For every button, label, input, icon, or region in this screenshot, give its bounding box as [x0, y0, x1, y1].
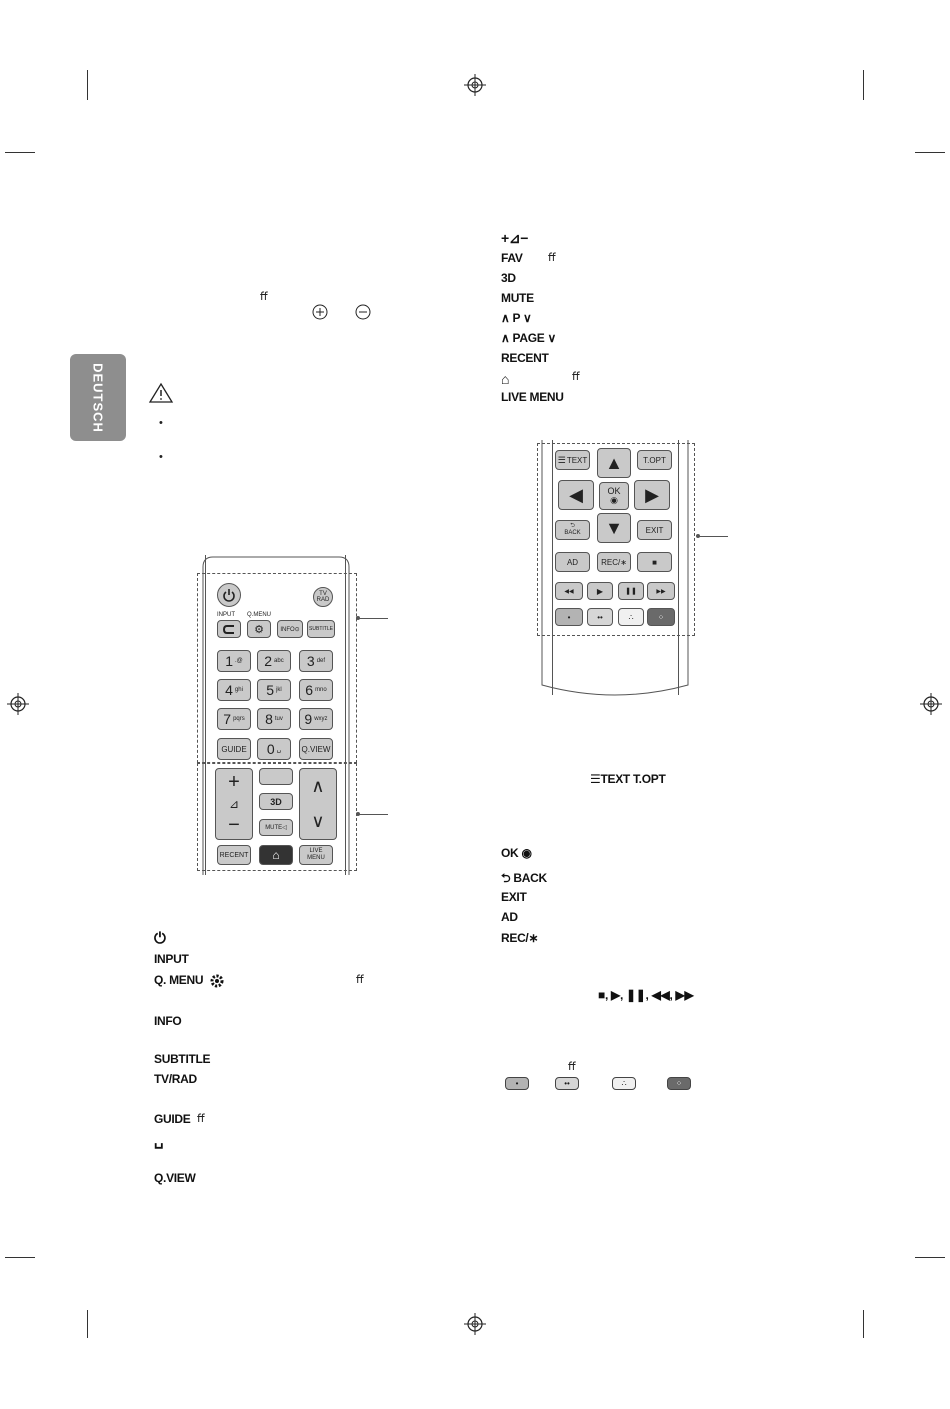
power-button[interactable] [217, 583, 241, 607]
color-key-yellow: ∴ [612, 1077, 636, 1090]
plus-icon: + [228, 770, 240, 793]
input-caption: INPUT [217, 612, 235, 618]
arrow-left-button[interactable] [558, 480, 594, 510]
guide-button[interactable]: GUIDE [217, 738, 251, 760]
input-label: INPUT [154, 952, 189, 966]
ligature-ff: ﬀ [548, 252, 556, 264]
info-label: INFO [154, 1014, 182, 1028]
home-label: ⌂ [501, 371, 510, 387]
leader-dot [696, 534, 700, 538]
channel-rocker[interactable] [299, 768, 337, 840]
recent-button[interactable]: RECENT [217, 845, 251, 865]
crop-mark [87, 1310, 88, 1338]
text-button[interactable]: ☰ TEXT [555, 450, 590, 470]
teletext-icon: ☰ [557, 454, 566, 465]
minus-circle-icon [355, 304, 371, 320]
fav-label: FAV [501, 251, 523, 265]
fast-forward-button[interactable]: ▶▶ [647, 582, 675, 600]
mute-button[interactable]: MUTE◁ [259, 819, 293, 836]
live-menu-button[interactable]: LIVE MENU [299, 845, 333, 865]
registration-mark-icon [920, 693, 942, 715]
leader-dot [356, 812, 360, 816]
arrow-left-icon: ◀ [569, 484, 583, 505]
fav-button[interactable] [259, 768, 293, 785]
text-topt-label: ☰TEXT T.OPT [590, 772, 666, 786]
registration-mark-icon [464, 1313, 486, 1335]
crop-mark [863, 1310, 864, 1338]
crop-mark [5, 1257, 35, 1258]
caution-bullet: • [159, 417, 163, 429]
registration-mark-icon [7, 693, 29, 715]
power-icon [222, 588, 236, 602]
arrow-up-icon: ▲ [605, 452, 623, 473]
number-key-1[interactable]: 1 .@ [217, 650, 251, 672]
remote-illustration-lower [530, 440, 730, 710]
input-icon [223, 625, 235, 634]
back-icon: ⮌ [570, 523, 575, 529]
arrow-right-icon: ▶ [645, 484, 659, 505]
arrow-down-button[interactable] [597, 513, 631, 543]
leader-line [358, 814, 388, 815]
ligature-ff: ﬀ [260, 291, 268, 303]
pause-button[interactable]: ❚❚ [618, 582, 644, 600]
topt-button[interactable]: T.OPT [637, 450, 672, 470]
info-button[interactable]: INFO⊙ [277, 620, 303, 638]
teletext-icon: ☰ [590, 772, 601, 786]
tv-rad-button[interactable]: TV RAD [313, 587, 333, 607]
volume-label: +⊿− [501, 230, 529, 246]
language-tab-label: DEUTSCH [90, 362, 106, 433]
recent-label: RECENT [501, 351, 549, 365]
ligature-ff: ﬀ [356, 974, 364, 986]
arrow-up-button[interactable] [597, 448, 631, 478]
leader-dot [356, 616, 360, 620]
transport-label: ■, ▶, ❚❚, ◀◀, ▶▶ [598, 988, 694, 1002]
volume-rocker[interactable] [215, 768, 253, 840]
number-key-5[interactable]: 5 jkl [257, 679, 291, 701]
zero-button[interactable]: 0 ␣ [257, 738, 291, 760]
page-label: ∧ PAGE ∨ [501, 331, 556, 345]
caution-icon [148, 382, 174, 404]
caution-bullet: • [159, 451, 163, 463]
mute-label: MUTE [501, 291, 534, 305]
qview-label: Q.VIEW [154, 1171, 196, 1185]
number-key-2[interactable]: 2 abc [257, 650, 291, 672]
crop-mark [915, 152, 945, 153]
qmenu-label: Q. MENU [154, 973, 204, 987]
rec-button[interactable]: REC/∗ [597, 552, 631, 572]
number-key-6[interactable]: 6 mno [299, 679, 333, 701]
qview-button[interactable]: Q.VIEW [299, 738, 333, 760]
stop-button[interactable]: ■ [637, 552, 672, 572]
number-key-9[interactable]: 9 wxyz [299, 708, 333, 730]
back-label: ⮌ BACK [501, 871, 547, 885]
live-menu-label: LIVE MENU [501, 390, 564, 404]
qmenu-caption: Q.MENU [247, 612, 271, 618]
3d-label: 3D [501, 271, 516, 285]
plus-circle-icon [312, 304, 328, 320]
subtitle-button[interactable]: SUBTITLE [307, 620, 335, 638]
ad-button[interactable]: AD [555, 552, 590, 572]
gear-icon [208, 972, 226, 990]
input-button[interactable] [217, 620, 241, 638]
rec-label: REC/∗ [501, 931, 539, 945]
subtitle-label: SUBTITLE [154, 1052, 211, 1066]
home-icon: ⌂ [272, 848, 280, 862]
crop-mark [863, 70, 864, 100]
crop-mark [87, 70, 88, 100]
color-key-red: • [505, 1077, 529, 1090]
arrow-down-icon: ▼ [605, 517, 623, 538]
number-key-4[interactable]: 4 ghi [217, 679, 251, 701]
crop-mark [915, 1257, 945, 1258]
registration-mark-icon [464, 74, 486, 96]
ad-label: AD [501, 910, 518, 924]
ok-icon: ◉ [521, 846, 532, 860]
ligature-ff: ﬀ [197, 1113, 205, 1125]
qmenu-button[interactable] [247, 620, 271, 638]
exit-button[interactable]: EXIT [637, 520, 672, 540]
gear-icon: ⚙ [254, 623, 264, 636]
language-tab [70, 354, 126, 441]
color-button-yellow[interactable]: ∴ [618, 608, 644, 626]
number-key-7[interactable]: 7 pqrs [217, 708, 251, 730]
color-button-red[interactable]: • [555, 608, 583, 626]
home-button[interactable] [259, 845, 293, 865]
ligature-ff: ﬀ [568, 1061, 576, 1073]
crop-mark [5, 152, 35, 153]
space-label: ␣ [154, 1132, 164, 1149]
ok-icon: ◉ [610, 495, 618, 505]
exit-label: EXIT [501, 890, 527, 904]
power-label: ⏻ [154, 930, 166, 947]
back-button[interactable]: ⮌ BACK [555, 520, 590, 540]
guide-label: GUIDE [154, 1112, 191, 1126]
volume-icon: ⊿ [228, 796, 240, 811]
3d-button[interactable]: 3D [259, 793, 293, 810]
leader-line [358, 618, 388, 619]
program-label: ∧ P ∨ [501, 311, 532, 325]
number-key-8[interactable]: 8 tuv [257, 708, 291, 730]
remote-illustration-upper [195, 555, 365, 875]
back-icon: ⮌ [501, 871, 511, 885]
ok-label: OK ◉ [501, 846, 532, 860]
arrow-right-button[interactable] [634, 480, 670, 510]
color-button-green[interactable]: •• [587, 608, 613, 626]
ok-button[interactable]: OK ◉ [599, 482, 629, 510]
number-key-3[interactable]: 3 def [299, 650, 333, 672]
tv-rad-label: TV/RAD [154, 1072, 197, 1086]
chevron-down-icon: ∨ [311, 811, 325, 831]
play-button[interactable]: ▶ [587, 582, 613, 600]
leader-line [698, 536, 728, 537]
color-key-blue: ⁘ [667, 1077, 691, 1090]
color-key-green: •• [555, 1077, 579, 1090]
minus-icon: − [228, 814, 240, 837]
color-button-blue[interactable]: ⁘ [647, 608, 675, 626]
rewind-button[interactable]: ◀◀ [555, 582, 583, 600]
chevron-up-icon: ∧ [311, 776, 325, 796]
ligature-ff: ﬀ [572, 371, 580, 383]
